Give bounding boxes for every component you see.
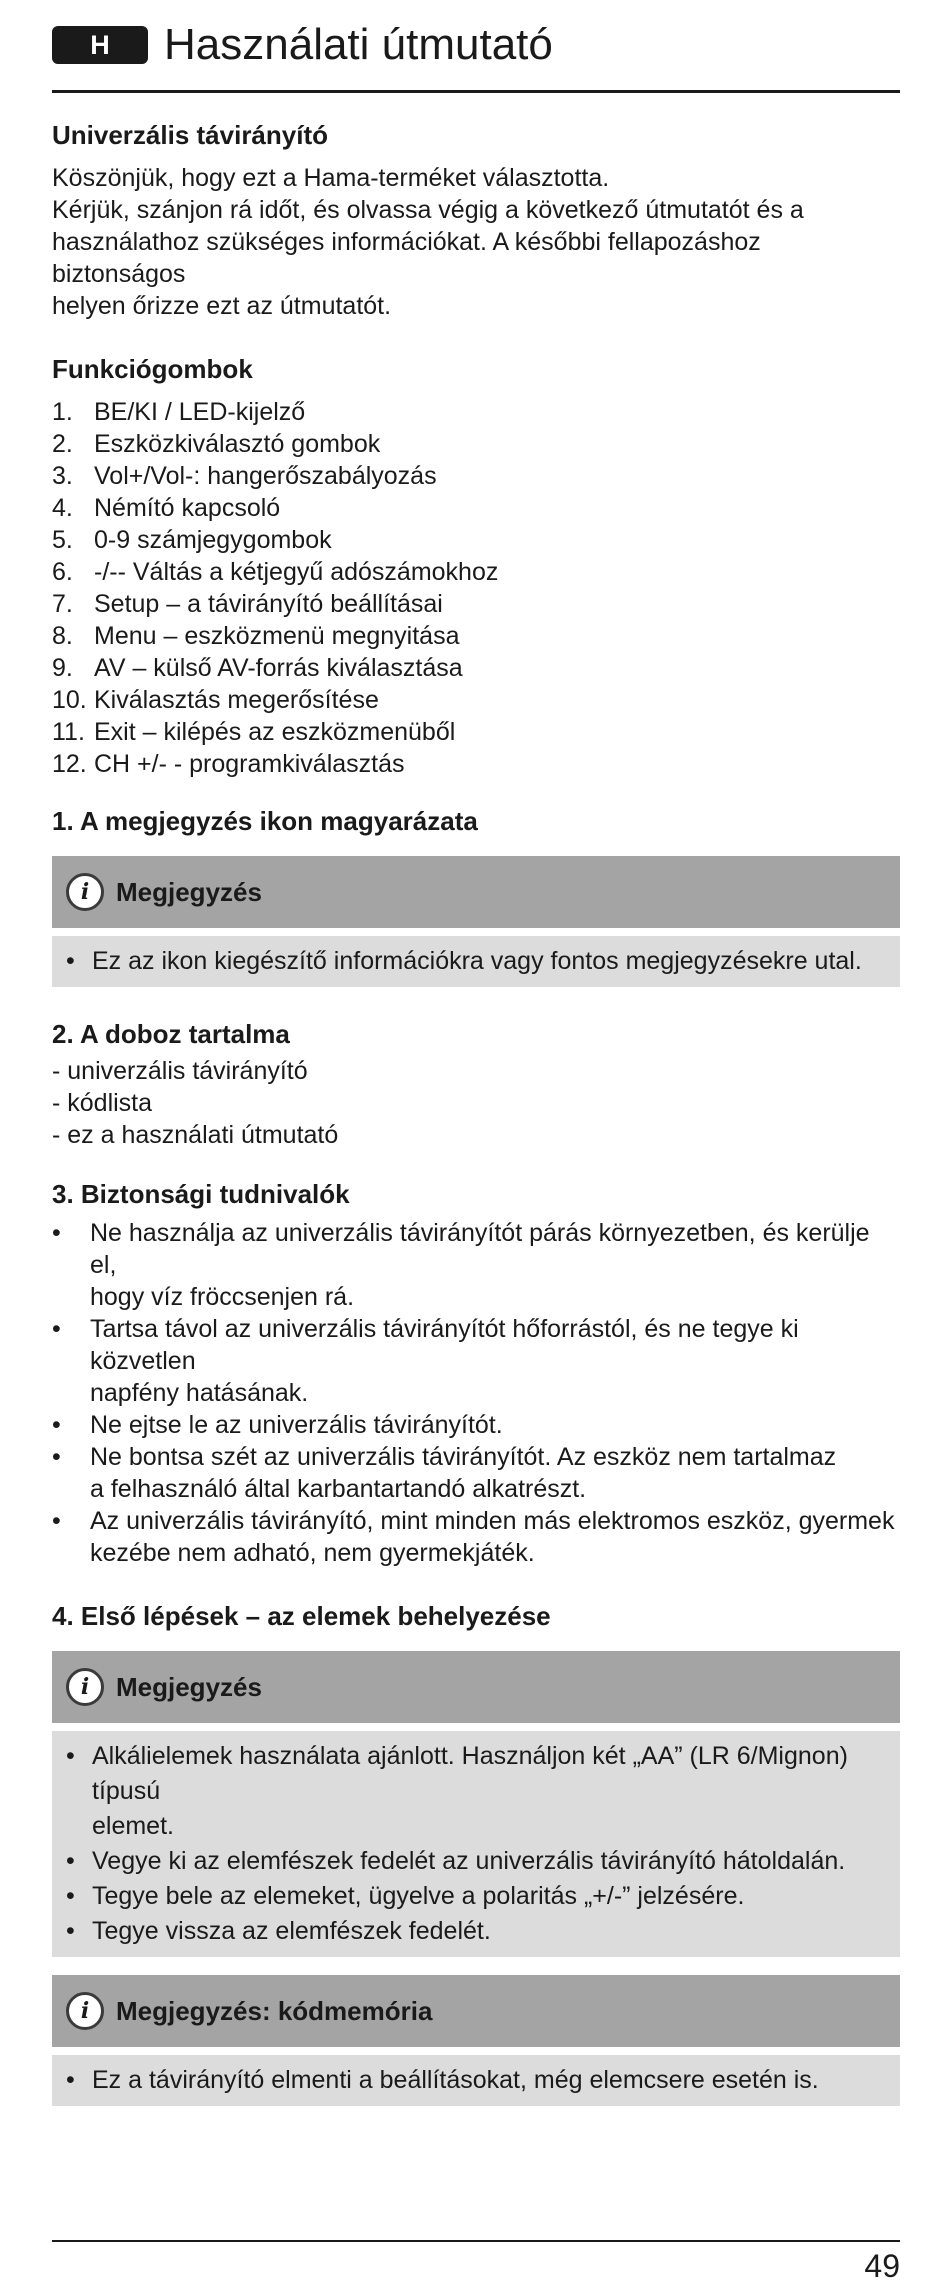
safety-line: Az univerzális távirányító, mint minden más elektromos eszköz, gyermek bbox=[90, 1507, 895, 1535]
note-item bbox=[66, 944, 886, 979]
function-item bbox=[52, 684, 900, 716]
page-number: 49 bbox=[864, 2248, 900, 2284]
note-box bbox=[52, 856, 900, 987]
info-icon: i bbox=[66, 1992, 104, 2030]
note-box bbox=[52, 1651, 900, 1957]
footer-divider bbox=[52, 2240, 900, 2242]
page-content bbox=[52, 118, 900, 2106]
function-text: Némító kapcsoló bbox=[94, 494, 281, 522]
function-number: 3. bbox=[52, 462, 73, 490]
safety-item bbox=[52, 1409, 900, 1441]
safety-line: Tartsa távol az univerzális távirányítót hőforrástól, és ne tegye ki közvetlen bbox=[90, 1315, 799, 1375]
note-body bbox=[52, 1731, 900, 1957]
function-number: 1. bbox=[52, 398, 73, 426]
note-item bbox=[66, 2063, 886, 2098]
functions-title: Funkciógombok bbox=[52, 354, 253, 384]
note-item-line: Tegye vissza az elemfészek fedelét. bbox=[92, 1917, 491, 1945]
bullet-icon: • bbox=[66, 1847, 75, 1875]
intro-line: Kérjük, szánjon rá időt, és olvassa végig a következő útmutatót és a bbox=[52, 196, 804, 224]
function-text: Setup – a távirányító beállításai bbox=[94, 590, 443, 618]
function-text: Kiválasztás megerősítése bbox=[94, 686, 379, 714]
note-item-line: Tegye bele az elemeket, ügyelve a polaritás „+/-” jelzésére. bbox=[92, 1882, 745, 1910]
function-text: Menu – eszközmenü megnyitása bbox=[94, 622, 460, 650]
function-number: 9. bbox=[52, 654, 73, 682]
functions-list bbox=[52, 396, 900, 780]
intro-title: Univerzális távirányító bbox=[52, 120, 328, 150]
function-item bbox=[52, 556, 900, 588]
function-number: 7. bbox=[52, 590, 73, 618]
function-text: BE/KI / LED-kijelző bbox=[94, 398, 306, 426]
section-3-title: 3. Biztonsági tudnivalók bbox=[52, 1179, 350, 1209]
function-number: 5. bbox=[52, 526, 73, 554]
function-item bbox=[52, 492, 900, 524]
function-text: -/-- Váltás a kétjegyű adószámokhoz bbox=[94, 558, 499, 586]
bullet-icon: • bbox=[52, 1443, 61, 1471]
note-header bbox=[52, 856, 900, 928]
note-item-line: Alkálielemek használata ajánlott. Használjon két „AA” (LR 6/Mignon) típusú bbox=[92, 1742, 848, 1805]
box-content-item: - kódlista bbox=[52, 1089, 153, 1117]
section-2-title: 2. A doboz tartalma bbox=[52, 1019, 290, 1049]
safety-item bbox=[52, 1313, 900, 1409]
function-number: 2. bbox=[52, 430, 73, 458]
function-text: Eszközkiválasztó gombok bbox=[94, 430, 381, 458]
function-text: CH +/- - programkiválasztás bbox=[94, 750, 405, 778]
bullet-icon: • bbox=[52, 1315, 61, 1343]
function-text: 0-9 számjegygombok bbox=[94, 526, 332, 554]
info-icon: i bbox=[66, 1668, 104, 1706]
note-item-line: elemet. bbox=[92, 1812, 174, 1840]
bullet-icon: • bbox=[52, 1411, 61, 1439]
note-item bbox=[66, 1879, 886, 1914]
bullet-icon: • bbox=[52, 1219, 61, 1247]
safety-line: a felhasználó által karbantartandó alkatrészt. bbox=[90, 1475, 587, 1503]
intro-line: használathoz szükséges információkat. A későbbi fellapozáshoz biztonságos bbox=[52, 228, 761, 288]
box-content-item: - ez a használati útmutató bbox=[52, 1121, 339, 1149]
function-text: AV – külső AV-forrás kiválasztása bbox=[94, 654, 463, 682]
function-item bbox=[52, 428, 900, 460]
function-number: 12. bbox=[52, 750, 87, 778]
bullet-icon: • bbox=[66, 1742, 75, 1770]
note-item-text: Ez a távirányító elmenti a beállításokat, még elemcsere esetén is. bbox=[92, 2066, 819, 2094]
safety-line: Ne használja az univerzális távirányítót párás környezetben, és kerülje el, bbox=[90, 1219, 870, 1279]
safety-item bbox=[52, 1441, 900, 1505]
bullet-icon: • bbox=[66, 1917, 75, 1945]
bullet-icon: • bbox=[66, 2066, 75, 2094]
note-item-line: Vegye ki az elemfészek fedelét az univerzális távirányító hátoldalán. bbox=[92, 1847, 846, 1875]
function-item bbox=[52, 524, 900, 556]
function-item bbox=[52, 396, 900, 428]
function-text: Exit – kilépés az eszközmenüből bbox=[94, 718, 456, 746]
note-header bbox=[52, 1651, 900, 1723]
function-number: 11. bbox=[52, 718, 85, 746]
function-item bbox=[52, 460, 900, 492]
safety-item bbox=[52, 1217, 900, 1313]
box-contents-list bbox=[52, 1055, 900, 1151]
note-body bbox=[52, 2055, 900, 2106]
note-title: Megjegyzés bbox=[116, 877, 262, 907]
function-text: Vol+/Vol-: hangerőszabályozás bbox=[94, 462, 437, 490]
page-header bbox=[52, 20, 900, 90]
function-number: 8. bbox=[52, 622, 73, 650]
safety-line: hogy víz fröccsenjen rá. bbox=[90, 1283, 355, 1311]
note-title: Megjegyzés bbox=[116, 1672, 262, 1702]
note-body bbox=[52, 936, 900, 987]
function-item bbox=[52, 716, 900, 748]
note-title: Megjegyzés: kódmemória bbox=[116, 1996, 433, 2026]
function-item bbox=[52, 588, 900, 620]
language-badge: H bbox=[52, 26, 148, 64]
function-item bbox=[52, 620, 900, 652]
function-item bbox=[52, 652, 900, 684]
section-1-title: 1. A megjegyzés ikon magyarázata bbox=[52, 806, 478, 836]
intro-line: helyen őrizze ezt az útmutatót. bbox=[52, 292, 392, 320]
note-item-text: Ez az ikon kiegészítő információkra vagy fontos megjegyzésekre utal. bbox=[92, 947, 862, 975]
safety-line: Ne ejtse le az univerzális távirányítót. bbox=[90, 1411, 503, 1439]
function-number: 4. bbox=[52, 494, 73, 522]
intro-line: Köszönjük, hogy ezt a Hama-terméket választotta. bbox=[52, 164, 610, 192]
memory-note-box bbox=[52, 1975, 900, 2106]
intro-text bbox=[52, 162, 900, 322]
safety-line: napfény hatásának. bbox=[90, 1379, 309, 1407]
note-item bbox=[66, 1914, 886, 1949]
note-item bbox=[66, 1844, 886, 1879]
function-number: 6. bbox=[52, 558, 73, 586]
safety-line: kezébe nem adható, nem gyermekjáték. bbox=[90, 1539, 535, 1567]
note-header bbox=[52, 1975, 900, 2047]
header-divider bbox=[52, 90, 900, 93]
box-content-item: - univerzális távirányító bbox=[52, 1057, 308, 1085]
bullet-icon: • bbox=[52, 1507, 61, 1535]
safety-list bbox=[52, 1217, 900, 1569]
bullet-icon: • bbox=[66, 947, 75, 975]
info-icon: i bbox=[66, 873, 104, 911]
bullet-icon: • bbox=[66, 1882, 75, 1910]
safety-item bbox=[52, 1505, 900, 1569]
safety-line: Ne bontsa szét az univerzális távirányítót. Az eszköz nem tartalmaz bbox=[90, 1443, 837, 1471]
page-title: Használati útmutató bbox=[164, 20, 553, 69]
section-4-title: 4. Első lépések – az elemek behelyezése bbox=[52, 1601, 551, 1631]
note-item bbox=[66, 1739, 886, 1844]
function-item bbox=[52, 748, 900, 780]
function-number: 10. bbox=[52, 686, 87, 714]
